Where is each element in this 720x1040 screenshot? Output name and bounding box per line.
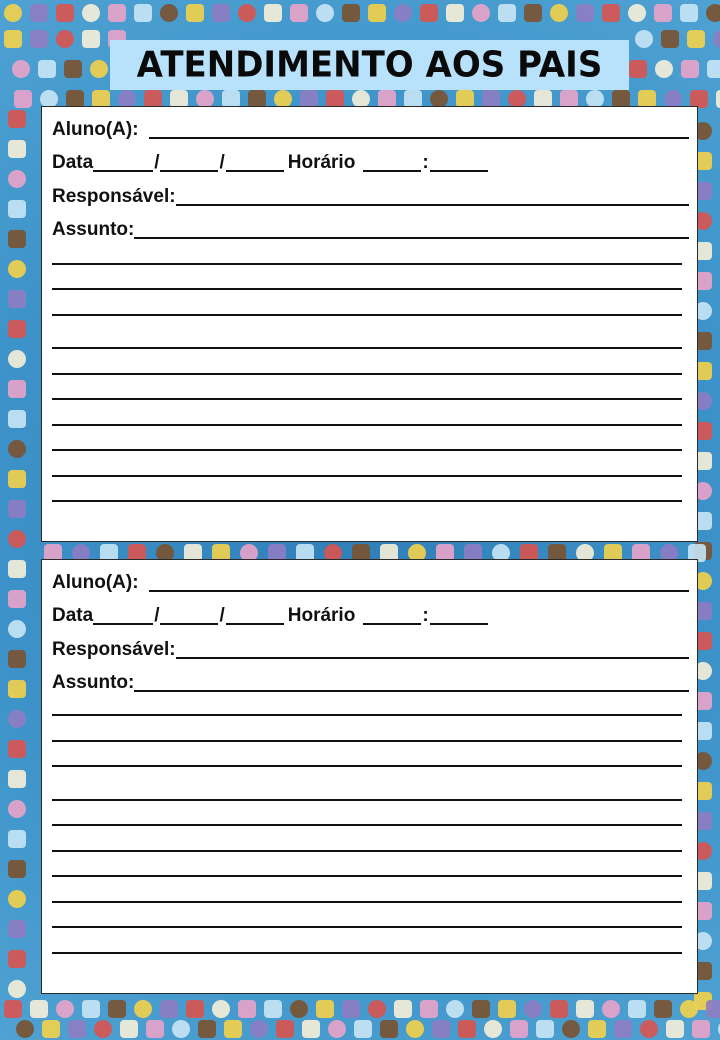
alarm-clock-icon xyxy=(707,60,720,78)
owl-icon xyxy=(446,1000,464,1018)
writing-line[interactable] xyxy=(52,449,682,451)
horario-label: Horário xyxy=(287,605,356,626)
apple-icon xyxy=(212,4,230,22)
calculator-icon xyxy=(82,1000,100,1018)
calculator-icon xyxy=(186,4,204,22)
data-horario-row xyxy=(52,150,488,174)
page-title: ATENDIMENTO AOS PAIS xyxy=(136,44,603,86)
responsavel-field[interactable] xyxy=(176,204,689,206)
apple-icon xyxy=(687,30,705,48)
pencil-icon xyxy=(16,1020,34,1038)
date-separator: / xyxy=(219,605,225,626)
assunto-field[interactable] xyxy=(134,690,689,692)
owl-icon xyxy=(394,4,412,22)
ruler-icon xyxy=(432,1020,450,1038)
apple-icon xyxy=(8,320,26,338)
owl-icon xyxy=(8,800,26,818)
apple-icon xyxy=(654,1000,672,1018)
data-horario-row xyxy=(52,603,488,627)
writing-line[interactable] xyxy=(52,314,682,316)
owl-icon xyxy=(368,1000,386,1018)
apple-icon xyxy=(134,4,152,22)
writing-line[interactable] xyxy=(52,475,682,477)
alarm-clock-icon xyxy=(692,1020,710,1038)
writing-line[interactable] xyxy=(52,373,682,375)
writing-line[interactable] xyxy=(52,424,682,426)
apple-icon xyxy=(8,500,26,518)
alarm-clock-icon xyxy=(614,1020,632,1038)
pencil-icon xyxy=(562,1020,580,1038)
owl-icon xyxy=(713,30,720,48)
apple-icon xyxy=(290,4,308,22)
alarm-clock-icon xyxy=(302,1020,320,1038)
writing-line[interactable] xyxy=(52,288,682,290)
calculator-icon xyxy=(661,30,679,48)
day-field[interactable] xyxy=(93,623,153,625)
writing-line[interactable] xyxy=(52,926,682,928)
owl-icon xyxy=(8,620,26,638)
owl-icon xyxy=(8,440,26,458)
year-field[interactable] xyxy=(226,623,284,625)
responsavel-row xyxy=(52,637,689,661)
responsavel-label: Responsável: xyxy=(52,186,176,207)
owl-icon xyxy=(8,530,26,548)
apple-icon xyxy=(108,1000,126,1018)
apple-icon xyxy=(8,230,26,248)
apple-icon xyxy=(30,30,48,48)
pencil-icon xyxy=(12,60,30,78)
assunto-row xyxy=(52,670,689,694)
apple-icon xyxy=(602,4,620,22)
month-field[interactable] xyxy=(160,170,218,172)
date-separator: / xyxy=(219,152,225,173)
aluno-label: Aluno(A): xyxy=(52,119,139,140)
calculator-icon xyxy=(628,1000,646,1018)
ruler-icon xyxy=(510,1020,528,1038)
horario-label: Horário xyxy=(287,152,356,173)
calculator-icon xyxy=(316,1000,334,1018)
aluno-row xyxy=(52,117,689,141)
writing-line[interactable] xyxy=(52,799,682,801)
pencil-icon xyxy=(406,1020,424,1038)
owl-icon xyxy=(238,4,256,22)
calculator-icon xyxy=(8,920,26,938)
apple-icon xyxy=(8,410,26,428)
data-label: Data xyxy=(52,152,94,173)
alarm-clock-icon xyxy=(629,60,647,78)
calculator-icon xyxy=(8,290,26,308)
ruler-icon xyxy=(198,1020,216,1038)
owl-icon xyxy=(602,1000,620,1018)
owl-icon xyxy=(8,260,26,278)
calculator-icon xyxy=(160,1000,178,1018)
aluno-field[interactable] xyxy=(149,137,689,139)
minute-field[interactable] xyxy=(430,170,488,172)
owl-icon xyxy=(706,4,720,22)
pencil-icon xyxy=(172,1020,190,1038)
pencil-icon xyxy=(484,1020,502,1038)
owl-icon xyxy=(160,4,178,22)
alarm-clock-icon xyxy=(380,1020,398,1038)
apple-icon xyxy=(420,1000,438,1018)
alarm-clock-icon xyxy=(458,1020,476,1038)
calculator-icon xyxy=(394,1000,412,1018)
owl-icon xyxy=(635,30,653,48)
ruler-icon xyxy=(588,1020,606,1038)
alarm-clock-icon xyxy=(14,90,32,108)
alarm-clock-icon xyxy=(68,1020,86,1038)
writing-line[interactable] xyxy=(52,901,682,903)
ruler-icon xyxy=(276,1020,294,1038)
owl-icon xyxy=(56,30,74,48)
calculator-icon xyxy=(342,4,360,22)
ruler-icon xyxy=(38,60,56,78)
writing-line[interactable] xyxy=(52,850,682,852)
ruler-icon xyxy=(681,60,699,78)
calculator-icon xyxy=(4,1000,22,1018)
owl-icon xyxy=(290,1000,308,1018)
owl-icon xyxy=(680,1000,698,1018)
calculator-icon xyxy=(30,4,48,22)
pencil-icon xyxy=(250,1020,268,1038)
alarm-clock-icon xyxy=(64,60,82,78)
title-banner xyxy=(110,40,629,90)
pencil-icon xyxy=(640,1020,658,1038)
writing-line[interactable] xyxy=(52,875,682,877)
calculator-icon xyxy=(706,1000,720,1018)
owl-icon xyxy=(8,710,26,728)
owl-icon xyxy=(316,4,334,22)
pencil-icon xyxy=(90,60,108,78)
apple-icon xyxy=(186,1000,204,1018)
calculator-icon xyxy=(420,4,438,22)
calculator-icon xyxy=(8,560,26,578)
apple-icon xyxy=(446,4,464,22)
apple-icon xyxy=(342,1000,360,1018)
calculator-icon xyxy=(550,1000,568,1018)
owl-icon xyxy=(628,4,646,22)
assunto-field[interactable] xyxy=(134,237,689,239)
calculator-icon xyxy=(8,110,26,128)
date-separator: / xyxy=(154,152,160,173)
assunto-label: Assunto: xyxy=(52,672,135,693)
calculator-icon xyxy=(4,30,22,48)
calculator-icon xyxy=(8,830,26,848)
alarm-clock-icon xyxy=(536,1020,554,1038)
calculator-icon xyxy=(8,200,26,218)
apple-icon xyxy=(8,140,26,158)
owl-icon xyxy=(524,1000,542,1018)
hour-field[interactable] xyxy=(363,170,421,172)
calculator-icon xyxy=(8,470,26,488)
year-field[interactable] xyxy=(226,170,284,172)
minute-field[interactable] xyxy=(430,623,488,625)
apple-icon xyxy=(498,1000,516,1018)
apple-icon xyxy=(576,1000,594,1018)
responsavel-row xyxy=(52,184,689,208)
apple-icon xyxy=(8,950,26,968)
data-label: Data xyxy=(52,605,94,626)
day-field[interactable] xyxy=(93,170,153,172)
ruler-icon xyxy=(42,1020,60,1038)
apple-icon xyxy=(8,770,26,788)
owl-icon xyxy=(8,980,26,998)
aluno-row xyxy=(52,570,689,594)
aluno-field[interactable] xyxy=(149,590,689,592)
pencil-icon xyxy=(655,60,673,78)
calculator-icon xyxy=(8,380,26,398)
writing-line[interactable] xyxy=(52,263,682,265)
month-field[interactable] xyxy=(160,623,218,625)
calculator-icon xyxy=(498,4,516,22)
date-separator: / xyxy=(154,605,160,626)
owl-icon xyxy=(472,4,490,22)
apple-icon xyxy=(8,680,26,698)
apple-icon xyxy=(368,4,386,22)
owl-icon xyxy=(550,4,568,22)
calculator-icon xyxy=(654,4,672,22)
calculator-icon xyxy=(576,4,594,22)
time-separator: : xyxy=(422,605,429,626)
assunto-row xyxy=(52,217,689,241)
calculator-icon xyxy=(8,740,26,758)
calculator-icon xyxy=(472,1000,490,1018)
writing-line[interactable] xyxy=(52,500,682,502)
alarm-clock-icon xyxy=(224,1020,242,1038)
owl-icon xyxy=(56,1000,74,1018)
owl-icon xyxy=(8,350,26,368)
apple-icon xyxy=(8,590,26,608)
owl-icon xyxy=(4,4,22,22)
owl-icon xyxy=(8,890,26,908)
ruler-icon xyxy=(354,1020,372,1038)
apple-icon xyxy=(524,4,542,22)
writing-line[interactable] xyxy=(52,398,682,400)
writing-line[interactable] xyxy=(52,824,682,826)
alarm-clock-icon xyxy=(716,90,720,108)
responsavel-field[interactable] xyxy=(176,657,689,659)
apple-icon xyxy=(56,4,74,22)
aluno-label: Aluno(A): xyxy=(52,572,139,593)
apple-icon xyxy=(30,1000,48,1018)
writing-line[interactable] xyxy=(52,740,682,742)
pencil-icon xyxy=(328,1020,346,1038)
owl-icon xyxy=(134,1000,152,1018)
owl-icon xyxy=(82,4,100,22)
calculator-icon xyxy=(82,30,100,48)
ruler-icon xyxy=(120,1020,138,1038)
assunto-label: Assunto: xyxy=(52,219,135,240)
form-card-2 xyxy=(41,559,698,994)
calculator-icon xyxy=(8,650,26,668)
calculator-icon xyxy=(238,1000,256,1018)
calculator-icon xyxy=(264,4,282,22)
ruler-icon xyxy=(666,1020,684,1038)
alarm-clock-icon xyxy=(146,1020,164,1038)
owl-icon xyxy=(8,170,26,188)
pencil-icon xyxy=(94,1020,112,1038)
writing-line[interactable] xyxy=(52,765,682,767)
writing-line[interactable] xyxy=(52,714,682,716)
time-separator: : xyxy=(422,152,429,173)
apple-icon xyxy=(8,860,26,878)
calculator-icon xyxy=(108,4,126,22)
responsavel-label: Responsável: xyxy=(52,639,176,660)
writing-line[interactable] xyxy=(52,347,682,349)
apple-icon xyxy=(264,1000,282,1018)
hour-field[interactable] xyxy=(363,623,421,625)
writing-line[interactable] xyxy=(52,952,682,954)
owl-icon xyxy=(212,1000,230,1018)
form-card-1 xyxy=(41,106,698,542)
apple-icon xyxy=(680,4,698,22)
